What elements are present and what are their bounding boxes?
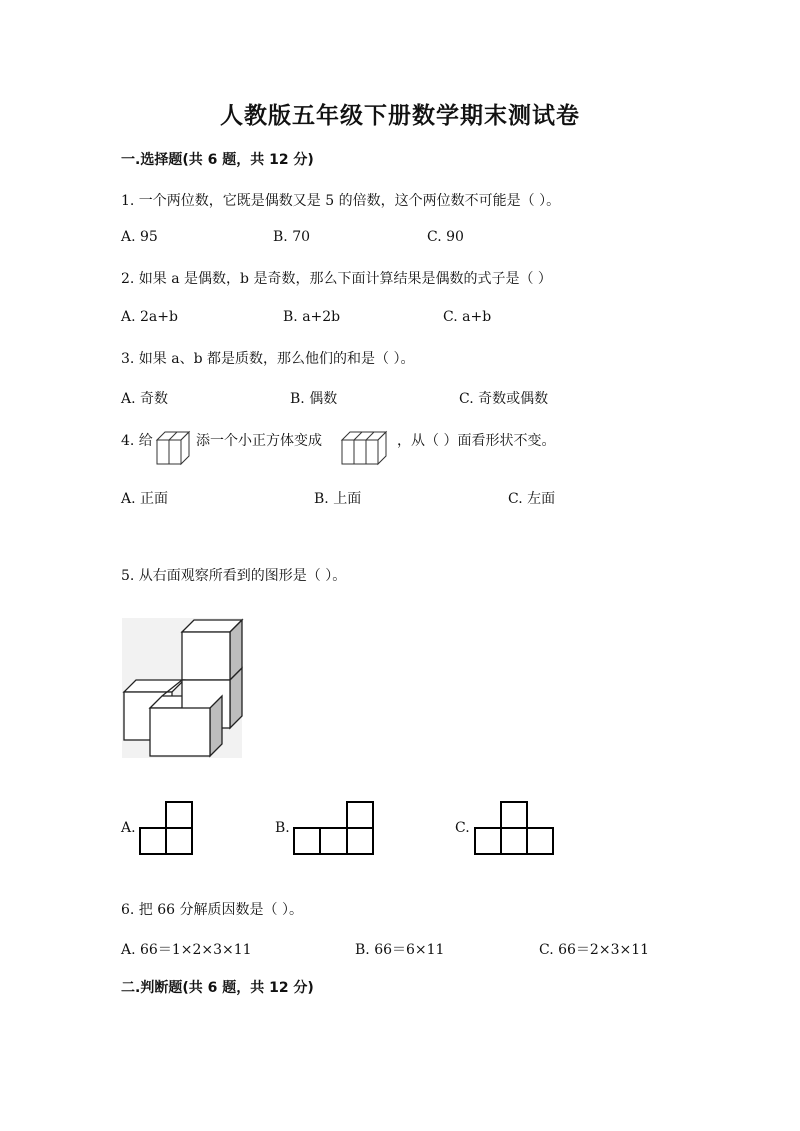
q4-option-c[interactable]: C. 左面	[508, 491, 556, 507]
q5-option-b[interactable]: B.	[275, 820, 290, 836]
q1-option-c[interactable]: C. 90	[427, 229, 464, 245]
q5-option-c-shape[interactable]	[474, 800, 556, 856]
question-3: 3. 如果 a、b 都是质数，那么他们的和是（ ）。	[121, 351, 415, 367]
q5-option-c[interactable]: C.	[455, 820, 470, 836]
q3-option-b[interactable]: B. 偶数	[290, 391, 338, 407]
q1-option-a[interactable]: A. 95	[121, 229, 158, 245]
question-4-middle: 添一个小正方体变成	[196, 433, 322, 449]
question-1: 1. 一个两位数，它既是偶数又是 5 的倍数，这个两位数不可能是（ ）。	[121, 193, 561, 209]
page-title: 人教版五年级下册数学期末测试卷	[220, 102, 580, 129]
question-4-suffix: ，从（ ）面看形状不变。	[397, 433, 556, 449]
q5-option-a[interactable]: A.	[121, 820, 136, 836]
q1-option-b[interactable]: B. 70	[273, 229, 311, 245]
section-heading-judgement: 二.判断题(共 6 题，共 12 分)	[121, 980, 314, 996]
q2-option-b[interactable]: B. a+2b	[283, 309, 341, 325]
cube-stack-figure	[122, 618, 242, 758]
q3-option-c[interactable]: C. 奇数或偶数	[459, 391, 549, 407]
question-4-prefix: 4. 给	[121, 433, 153, 449]
q2-option-c[interactable]: C. a+b	[443, 309, 492, 325]
q5-option-b-shape[interactable]	[293, 800, 377, 856]
question-6: 6. 把 66 分解质因数是（ ）。	[121, 902, 303, 918]
question-5: 5. 从右面观察所看到的图形是（ ）。	[121, 568, 347, 584]
q4-option-b[interactable]: B. 上面	[314, 491, 362, 507]
q6-option-b[interactable]: B. 66＝6×11	[355, 942, 445, 958]
q4-option-a[interactable]: A. 正面	[121, 491, 169, 507]
q6-option-a[interactable]: A. 66＝1×2×3×11	[121, 942, 252, 958]
q3-option-a[interactable]: A. 奇数	[121, 391, 169, 407]
q6-option-c[interactable]: C. 66＝2×3×11	[539, 942, 650, 958]
section-heading-choice: 一.选择题(共 6 题，共 12 分)	[121, 152, 314, 168]
q5-option-a-shape[interactable]	[139, 800, 195, 856]
q2-option-a[interactable]: A. 2a+b	[121, 309, 178, 325]
question-2: 2. 如果 a 是偶数，b 是奇数，那么下面计算结果是偶数的式子是（ ）	[121, 271, 552, 287]
three-cube-figure	[340, 424, 394, 468]
two-cube-figure	[155, 424, 195, 468]
